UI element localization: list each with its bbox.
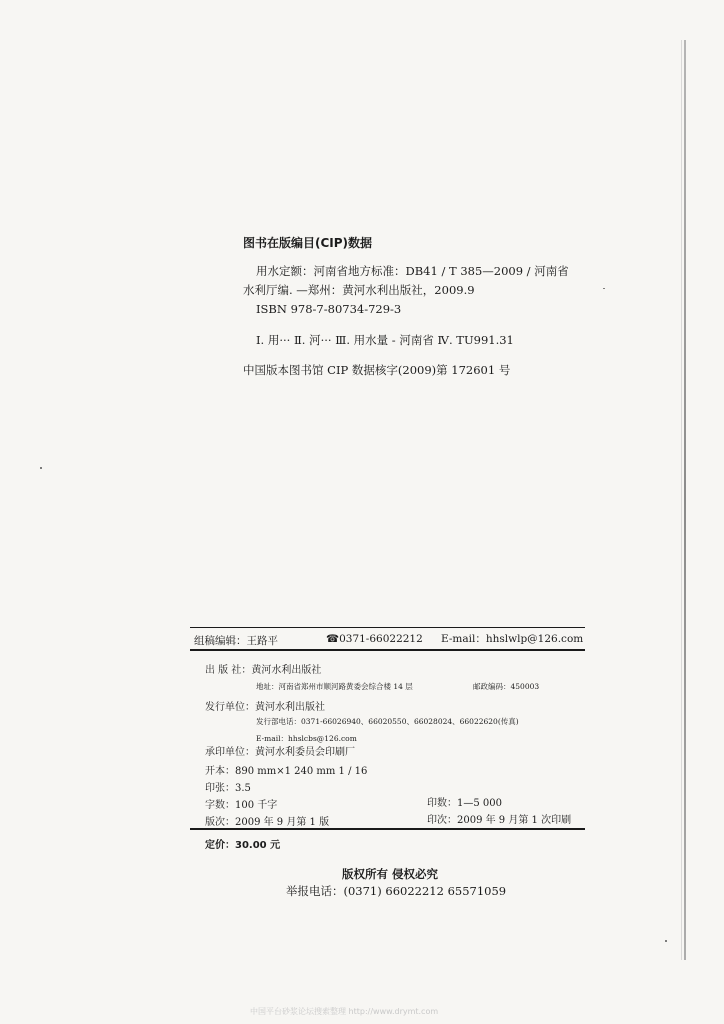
editor-phone: ☎0371-66022212: [326, 633, 423, 645]
cip-isbn: ISBN 978-7-80734-729-3: [256, 302, 402, 316]
report-phone: 举报电话：(0371) 66022212 65571059: [286, 884, 507, 898]
cip-line-1: 用水定额：河南省地方标准：DB41 / T 385—2009 / 河南省: [256, 264, 569, 278]
edition: 版次：2009 年 9 月第 1 版: [205, 817, 330, 828]
distributor: 发行单位：黄河水利出版社: [205, 702, 325, 713]
scan-speck: [603, 288, 605, 289]
printer: 承印单位：黄河水利委员会印刷厂: [205, 747, 355, 758]
price: 定价：30.00 元: [205, 840, 281, 851]
sheets: 印张：3.5: [205, 783, 251, 794]
cip-record-number: 中国版本图书馆 CIP 数据核字(2009)第 172601 号: [243, 363, 511, 377]
format: 开本：890 mm×1 240 mm 1 / 16: [205, 766, 368, 777]
distributor-email: E-mail：hhslcbs@126.com: [256, 734, 357, 743]
print-run: 印数：1—5 000: [427, 798, 502, 809]
colophon-top-rule: [190, 627, 585, 628]
publisher-address: 地址：河南省郑州市顺河路黄委会综合楼 14 层: [256, 682, 413, 691]
cip-title: 图书在版编目(CIP)数据: [243, 236, 373, 250]
publisher: 出 版 社：黄河水利出版社: [205, 665, 322, 676]
colophon-rule: [190, 649, 585, 651]
distributor-phone: 发行部电话：0371-66026940、66020550、66028024、66022620(传真): [256, 717, 519, 726]
impression: 印次：2009 年 9 月第 1 次印刷: [427, 815, 572, 826]
price-rule: [190, 828, 585, 830]
binding-edge: [684, 40, 686, 960]
scan-speck: [40, 467, 42, 469]
cip-line-2: 水利厅编. —郑州：黄河水利出版社，2009.9: [243, 283, 475, 297]
publisher-postcode: 邮政编码：450003: [473, 682, 540, 691]
copyright-notice: 版权所有 侵权必究: [342, 867, 439, 881]
watermark: 中国平台砂浆论坛搜索整理 http://www.drymt.com: [250, 1007, 439, 1016]
editor-email: E-mail：hhslwlp@126.com: [441, 633, 584, 645]
binding-edge-shadow: [681, 40, 682, 960]
word-count: 字数：100 千字: [205, 800, 278, 811]
editor: 组稿编辑：王路平: [194, 635, 278, 647]
cip-classification: Ⅰ. 用··· Ⅱ. 河··· Ⅲ. 用水量 - 河南省 Ⅳ. TU991.31: [256, 333, 514, 347]
scan-speck: [665, 940, 667, 942]
